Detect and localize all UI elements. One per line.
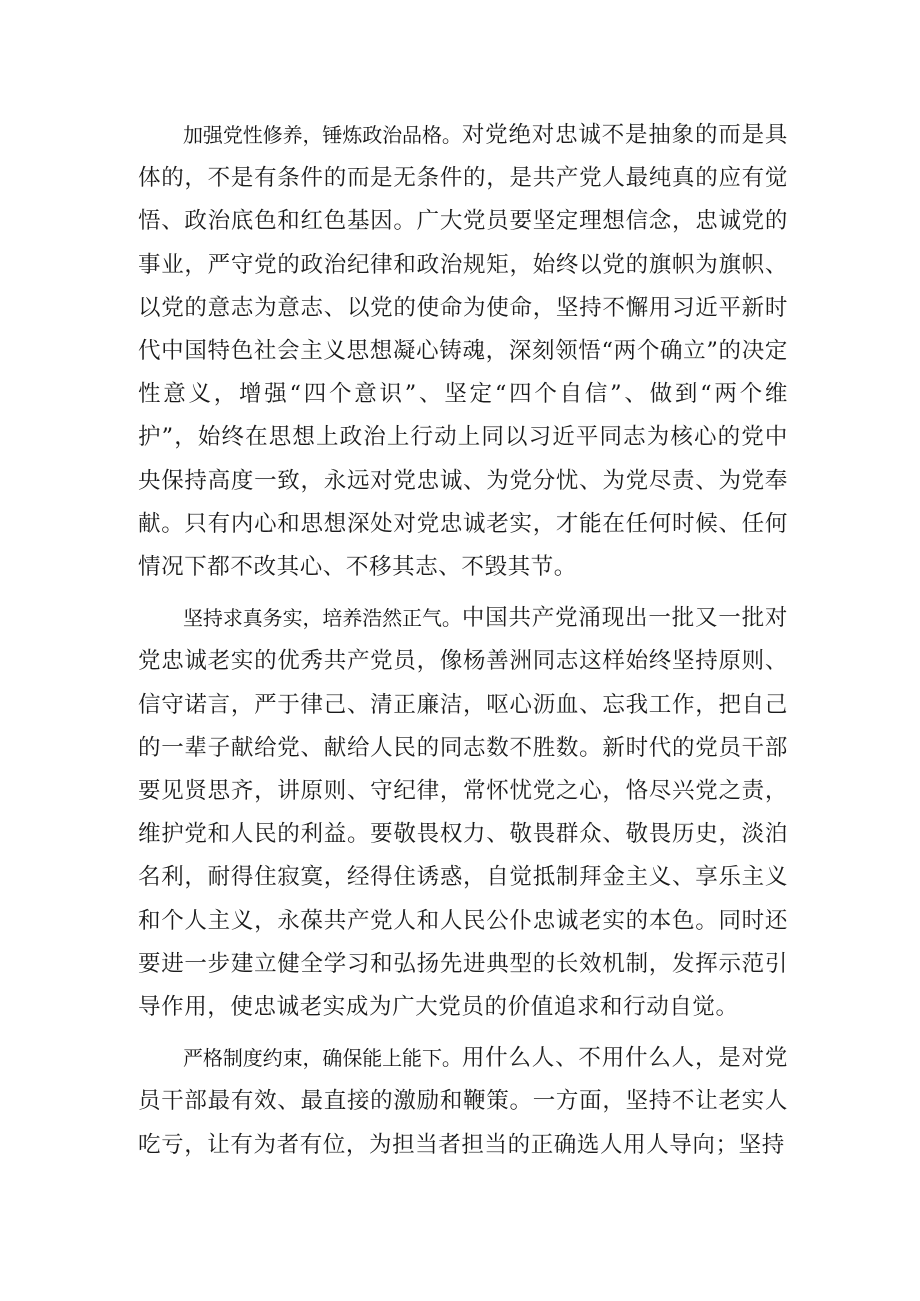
document-page xyxy=(138,114,788,1175)
paragraph-lead: 坚持求真务实，培养浩然正气。 xyxy=(183,606,462,631)
paragraph-institutional-constraint xyxy=(138,1037,788,1167)
paragraph-body: 对党绝对忠诚不是抽象的而是具体的，不是有条件的而是无条件的，是共产党人最纯真的应有觉悟、政治底色和红色基因。广大党员要坚定理想信念，忠诚党的事业，严守党的政治纪律和政治规矩，始终以党的旗帜为旗帜、以党的意志为意志、以党的使命为使命，坚持不懈用习近平新时代中国特色社会主义思想凝心铸魂，深刻领悟“两个确立”的决定性意义，增强“四个意识”、坚定“四个自信”、做到“两个维护”，始终在思想上政治上行动上同以习近平同志为核心的党中央保持高度一致，永远对党忠诚、为党分忧、为党尽责、为党奉献。只有内心和思想深处对党忠诚老实，才能在任何时候、任何情况下都不改其心、不移其志、不毁其节。 xyxy=(138,122,788,581)
paragraph-lead: 严格制度约束，确保能上能下。 xyxy=(183,1046,462,1071)
paragraph-lead: 加强党性修养，锤炼政治品格。 xyxy=(183,123,462,147)
paragraph-party-loyalty xyxy=(138,114,788,589)
paragraph-body: 用什么人、不用什么人，是对党员干部最有效、最直接的激励和鞭策。一方面，坚持不让老实人吃亏，让有为者有位，为担当者担当的正确选人用人导向；坚持 xyxy=(138,1045,788,1158)
paragraph-body: 中国共产党涌现出一批又一批对党忠诚老实的优秀共产党员，像杨善洲同志这样始终坚持原则、信守诺言，严于律己、清正廉洁，呕心沥血、忘我工作，把自己的一辈子献给党、献给人民的同志数不胜数。新时代的党员干部要见贤思齐，讲原则、守纪律，常怀忧党之心，恪尽兴党之责，维护党和人民的利益。要敬畏权力、敬畏群众、敬畏历史，淡泊名利，耐得住寂寞，经得住诱惑，自觉抵制拜金主义、享乐主义和个人主义，永葆共产党人和人民公仆忠诚老实的本色。同时还要进一步建立健全学习和弘扬先进典型的长效机制，发挥示范引导作用，使忠诚老实成为广大党员的价值追求和行动自觉。 xyxy=(138,605,788,1021)
paragraph-seek-truth xyxy=(138,597,788,1029)
